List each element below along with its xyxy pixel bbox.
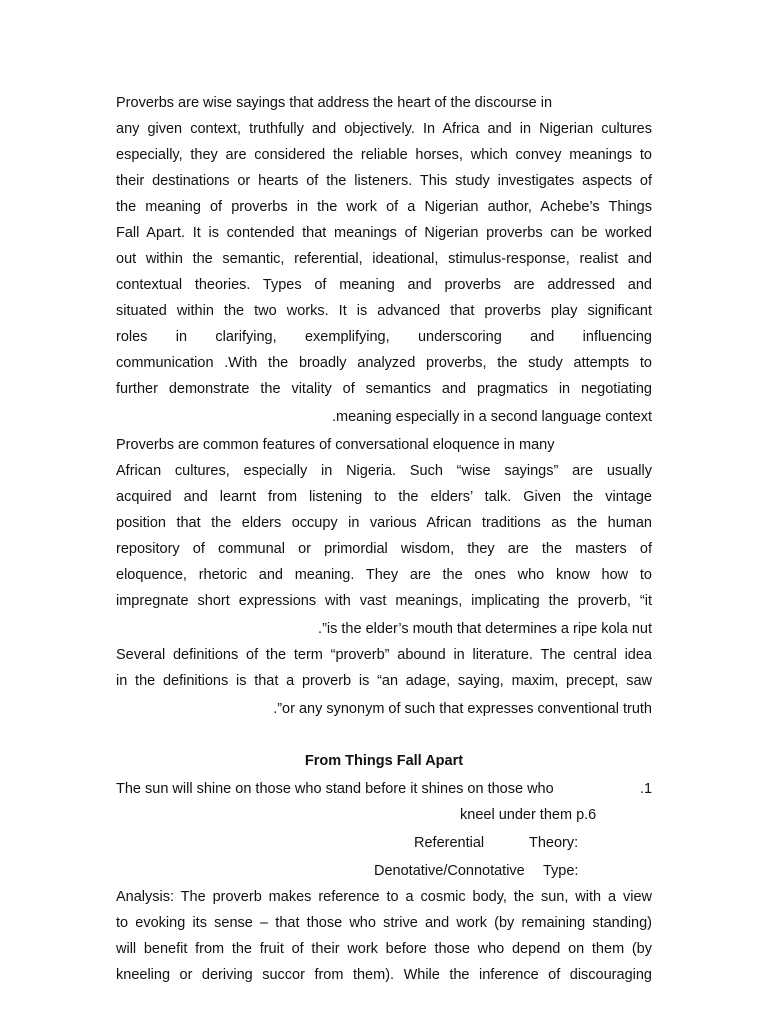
theory-label: Referential: [414, 835, 485, 851]
p1-line-2: any given context, truthfully and objectively. In Africa and in Nigerian cultures: [116, 121, 652, 137]
p2-line-1: Proverbs are common features of conversational eloquence in many: [116, 437, 555, 453]
proverb-1-line-2: kneel under them p.6: [460, 807, 597, 823]
p2-line-3: acquired and learnt from listening to the elders’ talk. Given the vintage: [116, 489, 652, 505]
analysis-line-3: will benefit from the fruit of their work before those who depend on them (by: [116, 941, 652, 957]
section-heading: From Things Fall Apart: [304, 753, 464, 769]
p2-line-5: repository of communal or primordial wisdom, they are the masters of: [116, 541, 652, 557]
type-label: Denotative/Connotative: [374, 863, 525, 879]
analysis-line-1: Analysis: The proverb makes reference to a cosmic body, the sun, with a view: [116, 889, 652, 905]
analysis-line-2: to evoking its sense – that those who strive and work (by remaining standing): [116, 915, 652, 931]
p1-line-4: their destinations or hearts of the listeners. This study investigates aspects of: [116, 173, 652, 189]
p2-line-2: African cultures, especially in Nigeria. Such “wise sayings” are usually: [116, 463, 652, 479]
p1-line-8: contextual theories. Types of meaning and proverbs are addressed and: [116, 277, 652, 293]
theory-value: Theory:: [529, 835, 579, 851]
proverb-1-line-1: The sun will shine on those who stand before it shines on those who: [116, 781, 554, 797]
p1-line-10: roles in clarifying, exemplifying, underscoring and influencing: [116, 329, 652, 345]
p2-line-8: .”is the elder’s mouth that determines a ripe kola nut: [318, 621, 652, 637]
p2-line-4: position that the elders occupy in various African traditions as the human: [116, 515, 652, 531]
p1-line-6: Fall Apart. It is contended that meanings of Nigerian proverbs can be worked: [116, 225, 652, 241]
p1-line-1: Proverbs are wise sayings that address the heart of the discourse in: [116, 95, 553, 111]
p2-line-6: eloquence, rhetoric and meaning. They are the ones who know how to: [116, 567, 652, 583]
p1-line-5: the meaning of proverbs in the work of a Nigerian author, Achebe’s Things: [116, 199, 652, 215]
p1-line-9: situated within the two works. It is advanced that proverbs play significant: [116, 303, 652, 319]
proverb-1-number: .1: [640, 781, 653, 797]
analysis-line-4: kneeling or deriving succor from them). While the inference of discouraging: [116, 967, 652, 983]
p2-line-7: impregnate short expressions with vast meanings, implicating the proverb, “it: [116, 593, 652, 609]
p1-line-7: out within the semantic, referential, ideational, stimulus-response, realist and: [116, 251, 652, 267]
p3-line-3: .”or any synonym of such that expresses conventional truth: [273, 701, 652, 717]
p1-line-12: further demonstrate the vitality of semantics and pragmatics in negotiating: [116, 381, 652, 397]
type-value: Type:: [543, 863, 579, 879]
p1-line-11: communication .With the broadly analyzed proverbs, the study attempts to: [116, 355, 652, 371]
p1-line-13: .meaning especially in a second language context: [331, 409, 652, 425]
p3-line-2: in the definitions is that a proverb is “an adage, saying, maxim, precept, saw: [116, 673, 652, 689]
p1-line-3: especially, they are considered the reliable horses, which convey meanings to: [116, 147, 652, 163]
p3-line-1: Several definitions of the term “proverb” abound in literature. The central idea: [116, 647, 652, 663]
